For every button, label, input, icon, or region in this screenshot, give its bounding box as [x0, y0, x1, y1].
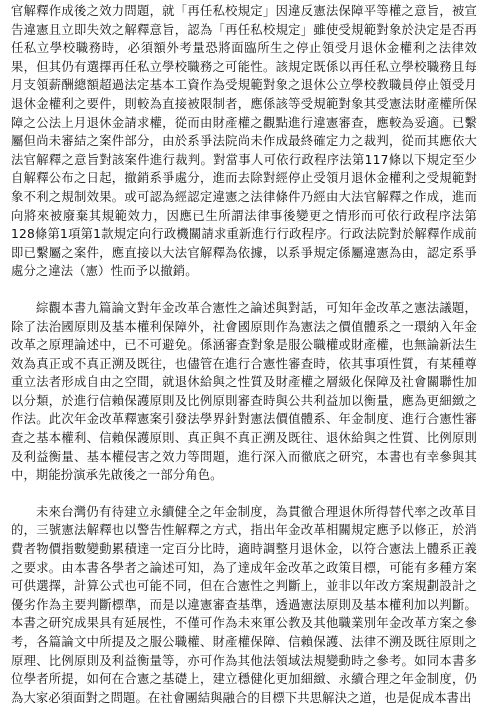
paragraph-spacer — [11, 281, 477, 299]
paragraph-2: 綜觀本書九篇論文對年金改革合憲性之論述與對話，可知年金改革之憲法議題，除了法治國原則及基本權利保障外，社會國原則作為憲法之價值體系之一環納入年金改革之原理論述中，已不可避免。係涵審查對象是服公職權或財產權，也無論新法生效為真正或不真正溯及既往，也儘管在進行合憲性審查時，依其事項性質，有某種尊重立法者形成自由之空間，就退休給與之性質及財產權之層級化保障及社會關聯性加以分類，於進行信賴保護原則及比例原則審查時與公共利益加以衡量，應為更細緻之作法。此次年金改革釋憲案引發法學界針對憲法價值體系、年金制度、進行合憲性審查之基本權利、信賴保護原則、真正與不真正溯及既往、退休給與之性質、比例原則及利益衡量、基本權侵害之效力等問題，進行深入而徹底之研究，本書也有幸參與其中，期能扮演承先啟後之一部分角色。 — [11, 300, 477, 483]
paragraph-spacer — [11, 485, 477, 503]
paragraph-1: 官解釋作成後之效力問題，就「再任私校規定」因違反憲法保障平等權之意旨，被宣告違憲且立即失效之解釋意旨，認為「再任私校規定」雖使受規範對象於決定是否再任私立學校職務時，必須額外考量恐將面臨所生之停止領受月退休金權利之法律效果，但其仍有選擇再任私立學校職務之可能性。該規定既係以再任私立學校職務且每月支領薪酬總額超過法定基本工資作為受規範對象之退休公立學校教職員停止領受月退休金權利之要件，則較為直接被限制者，應係該等受規範對象其受憲法財產權所保障之公法上月退休金請求權，從而由財產權之觀點進行違憲審查，應較為妥適。已繫屬但尚未審結之案件部分，由於系爭法院尚未作成最終確定力之裁判，從而其應依大法官解釋之意旨對該案件進行裁判。對當事人可依行政程序法第117條以下規定至少自解釋公布之日起，撤銷系爭處分，進而去除對經停止受領月退休金權利之受規範對象不利之規制效果。或可認為經認定違憲之法律條件乃經由大法官解釋之作成，進而向將來被廢棄其規範效力，因應已生所謂法律事後變更之情形而可依行政程序法第128條第1項第1款規定向行政機關請求重新進行行政程序。行政法院對於解釋作成前即已繫屬之案件，應直接以大法官解釋為依據，以系爭規定係屬違憲為由，認定系爭處分之違法（憲）性而予以撤銷。 — [11, 4, 477, 279]
paragraph-3: 未來台灣仍有待建立永續健全之年金制度，為貫徹合理退休所得替代率之改革目的，三號憲法解釋也以警告性解釋之方式，指出年金改革相關規定應予以修正，於消費者物價指數變動累積達一定百分比時，適時調整月退休金，以符合憲法上體系正義之要求。由本書各學者之論述可知，為了達成年金改革之政策目標，可能有多種方案可供選擇，計算公式也可能不同，但在合憲性之判斷上，並非以年改方案規劃設計之優劣作為主要判斷標準，而是以違憲審查基準，透過憲法原則及基本權利加以判斷。本書之研究成果具有延展性，不僅可作為未來軍公教及其他職業別年金改革方案之參考，各篇論文中所提及之服公職權、財產權保障、信賴保護、法律不溯及既往原則之原理、比例原則及利益衡量等，亦可作為其他法領域法規變動時之參考。如同本書多位學者所提，如何在合憲之基礎上，建立穩健化更加細緻、永續合理之年金制度，仍為大家必須面對之問題。在社會團結與融合的目標下共思解決之道，也是促成本書出 — [11, 504, 477, 705]
